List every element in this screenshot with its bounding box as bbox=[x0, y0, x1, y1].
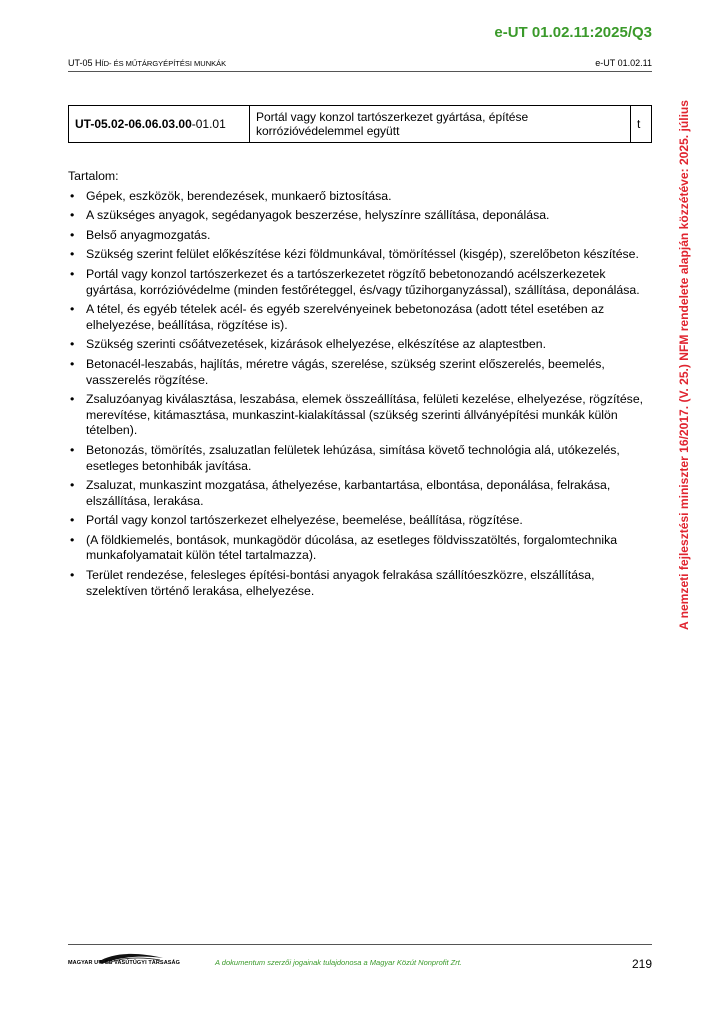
list-item-text: A tétel, és egyéb tételek acél- és egyéb szerelvényeinek bebetonozása (adott tétel esetében az elhelyezése, beállítása, rögzítése is). bbox=[86, 302, 605, 332]
content-heading: Tartalom: bbox=[68, 169, 119, 183]
footer-divider bbox=[68, 944, 652, 945]
bullet-icon: • bbox=[70, 442, 75, 457]
list-item bbox=[68, 513, 652, 529]
bullet-icon: • bbox=[70, 247, 75, 262]
list-item-text: Terület rendezése, felesleges építési-bontási anyagok felrakása szállítóeszközre, elszállítása, szelektíven történő lerakása, elhelyezése. bbox=[86, 568, 595, 598]
bullet-icon: • bbox=[70, 227, 75, 242]
list-item-text: Zsaluzat, munkaszint mozgatása, áthelyezése, karbantartása, elbontása, deponálása, felrakása, elszállítása, lerakása. bbox=[86, 478, 611, 508]
item-description-line2: korrózióvédelemmel együtt bbox=[256, 124, 400, 138]
list-item bbox=[68, 302, 652, 333]
copyright-note: A dokumentum szerzői jogainak tulajdonosa a Magyar Közút Nonprofit Zrt. bbox=[215, 958, 462, 967]
bullet-icon: • bbox=[70, 188, 75, 203]
section-title-small: ÍD- ÉS MŰTÁRGYÉPÍTÉSI MUNKÁK bbox=[101, 59, 227, 68]
list-item bbox=[68, 189, 652, 205]
bullet-icon: • bbox=[70, 337, 75, 352]
running-header bbox=[68, 58, 652, 72]
document-code: e-UT 01.02.11:2025/Q3 bbox=[494, 24, 652, 41]
page-number: 219 bbox=[631, 957, 652, 971]
list-item-text: Portál vagy konzol tartószerkezet és a tartószerkezetet rögzítő bebetonozandó acélszerkezetek gyártása, korrózióvédelme (minden festőréteggel, és/vagy tűzihorganyzással), szállítása, deponálása. bbox=[86, 266, 640, 297]
list-item bbox=[68, 357, 652, 388]
list-item bbox=[68, 337, 652, 353]
list-item-text: Betonacél-leszabás, hajlítás, méretre vágás, szerelése, szükség szerint előszerelés, beemelés, vasszerelés rögzítése. bbox=[86, 356, 605, 387]
item-description-line1: Portál vagy konzol tartószerkezet gyártása, építése bbox=[256, 110, 529, 124]
header-doc-ref: e-UT 01.02.11 bbox=[595, 58, 652, 68]
list-item-text: (A földkiemelés, bontások, munkagödör dúcolása, az esetleges földvisszatöltés, forgalomtechnika munkafolyamatait külön tétel tartalmazza). bbox=[86, 532, 618, 563]
side-note-text: A nemzeti fejlesztési miniszter 16/2017. (V. 25.) NFM rendelete alapján közzétéve: 2025. július bbox=[678, 120, 691, 630]
content-section bbox=[68, 169, 652, 603]
list-item bbox=[68, 478, 652, 509]
item-table bbox=[68, 105, 652, 143]
list-item bbox=[68, 443, 652, 474]
item-row bbox=[69, 106, 652, 143]
section-title-main: UT-05 H bbox=[68, 58, 102, 68]
bullet-icon: • bbox=[70, 478, 75, 493]
list-item-text: Zsaluzóanyag kiválasztása, leszabása, elemek összeállítása, felületi kezelése, elhelyezése, rögzítése, merevítése, kitámasztása, munkaszint-kialakítással (szükség szerinti állványépítési munkák külön tételben). bbox=[86, 392, 644, 438]
list-item bbox=[68, 392, 652, 439]
bullet-icon: • bbox=[70, 568, 75, 583]
bullet-icon: • bbox=[70, 208, 75, 223]
item-code-bold: UT-05.02-06.06.03.00 bbox=[75, 117, 192, 131]
bullet-icon: • bbox=[70, 392, 75, 407]
list-item-text: Portál vagy konzol tartószerkezet elhelyezése, beemelése, beállítása, rögzítése. bbox=[86, 513, 523, 528]
content-list bbox=[68, 189, 652, 600]
list-item bbox=[68, 568, 652, 599]
bullet-icon: • bbox=[70, 302, 75, 317]
bullet-icon: • bbox=[70, 266, 75, 281]
item-description-cell bbox=[250, 106, 631, 143]
item-unit-cell: t bbox=[631, 106, 652, 143]
bullet-icon: • bbox=[70, 356, 75, 371]
list-item-text: Gépek, eszközök, berendezések, munkaerő biztosítása. bbox=[86, 188, 392, 203]
list-item bbox=[68, 533, 652, 564]
logo-text: MAGYAR UT- ÉS VASÚTÜGYI TÁRSASÁG bbox=[68, 960, 180, 966]
publication-side-note bbox=[675, 95, 693, 630]
side-note-svg bbox=[675, 95, 693, 630]
bullet-icon: • bbox=[70, 532, 75, 547]
list-item bbox=[68, 228, 652, 244]
bullet-icon: • bbox=[70, 513, 75, 528]
list-item bbox=[68, 247, 652, 263]
item-code-cell bbox=[69, 106, 250, 143]
item-code-suffix: -01.01 bbox=[191, 117, 226, 131]
list-item bbox=[68, 208, 652, 224]
list-item-text: A szükséges anyagok, segédanyagok beszerzése, helyszínre szállítása, deponálása. bbox=[86, 208, 550, 223]
list-item-text: Betonozás, tömörítés, zsaluzatlan felületek lehúzása, simítása követő technológia alá, utókezelés, esetleges betonhibák javítása. bbox=[86, 442, 620, 473]
list-item-text: Szükség szerinti csőátvezetések, kizárások elhelyezése, elkészítése az alaptestben. bbox=[86, 337, 547, 352]
list-item-text: Szükség szerint felület előkészítése kézi földmunkával, tömörítéssel (kisgép), szerelőbeton készítése. bbox=[86, 247, 639, 262]
list-item bbox=[68, 267, 652, 298]
section-title bbox=[68, 58, 226, 68]
list-item-text: Belső anyagmozgatás. bbox=[86, 227, 211, 242]
